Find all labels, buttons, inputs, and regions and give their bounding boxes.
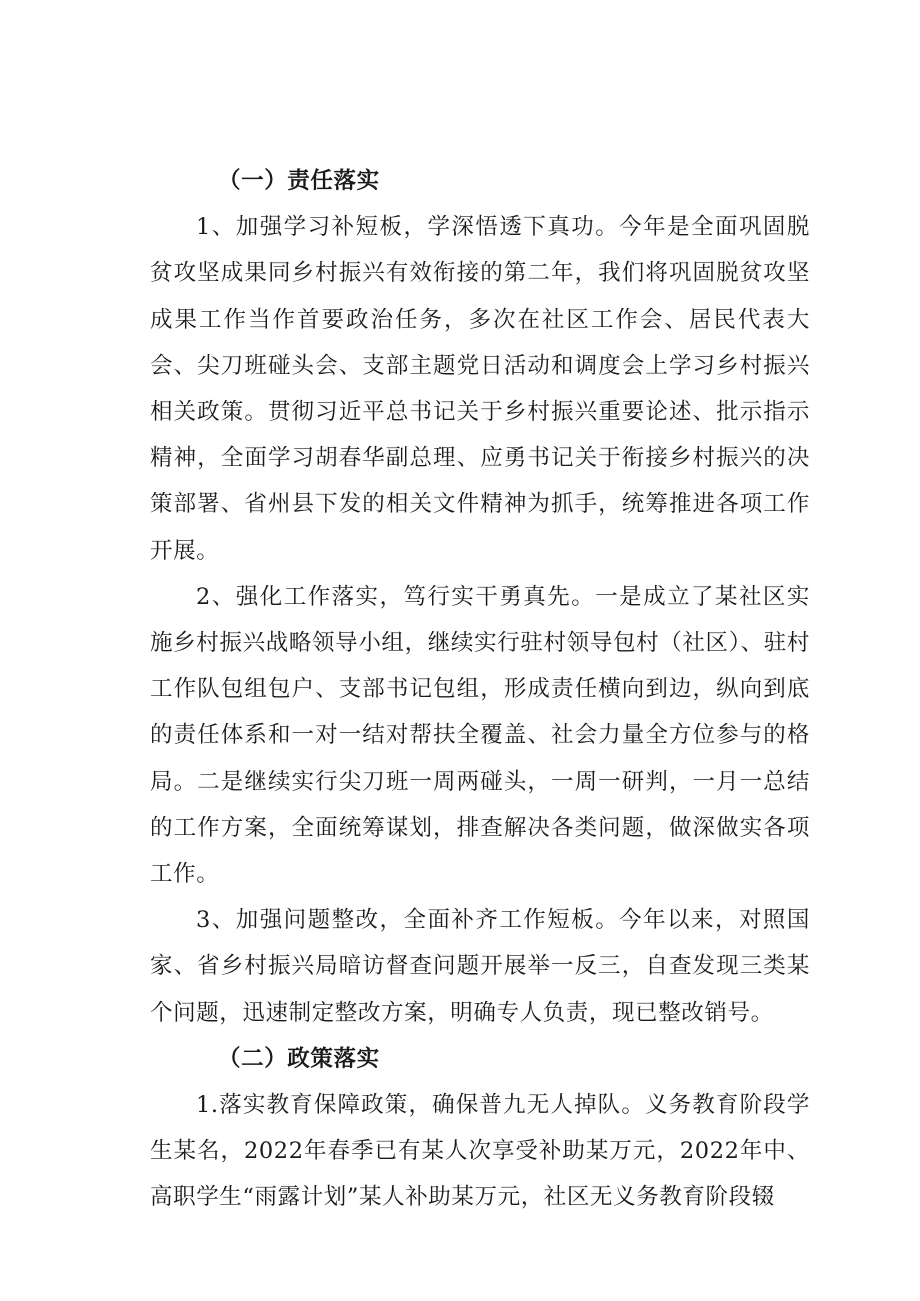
paragraph-education: 1.落实教育保障政策，确保普九无人掉队。义务教育阶段学生某名，2022年春季已有某人次享受补助某万元，2022年中、高职学生“雨露计划”某人补助某万元，社区无义务教育阶段辍 xyxy=(150,1092,810,1211)
paragraph-implementation: 2、强化工作落实，笃行实干勇真先。一是成立了某社区实施乡村振兴战略领导小组，继续实行驻村领导包村（社区）、驻村工作队包组包户、支部书记包组，形成责任横向到边，纵向到底的责任体系和一对一结对帮扶全覆盖、社会力量全方位参与的格局。二是继续实行尖刀班一周两碰头，一周一研判，一月一总结的工作方案，全面统筹谋划，排查解决各类问题，做深做实各项工作。 xyxy=(150,583,810,888)
document-body xyxy=(150,158,810,1221)
paragraph-rectification: 3、加强问题整改，全面补齐工作短板。今年以来，对照国家、省乡村振兴局暗访督查问题开展举一反三，自查发现三类某个问题，迅速制定整改方案，明确专人负责，现已整改销号。 xyxy=(150,907,810,1026)
section-heading-policy: （二）政策落实 xyxy=(218,1045,380,1072)
section-heading-responsibility: （一）责任落实 xyxy=(218,168,380,194)
paragraph-study: 1、加强学习补短板，学深悟透下真功。今年是全面巩固脱贫攻坚成果同乡村振兴有效衔接的第二年，我们将巩固脱贫攻坚成果工作当作首要政治任务，多次在社区工作会、居民代表大会、尖刀班碰头会、支部主题党日活动和调度会上学习乡村振兴相关政策。贯彻习近平总书记关于乡村振兴重要论述、批示指示精神，全面学习胡春华副总理、应勇书记关于衔接乡村振兴的决策部署、省州县下发的相关文件精神为抓手，统筹推进各项工作开展。 xyxy=(150,214,810,564)
